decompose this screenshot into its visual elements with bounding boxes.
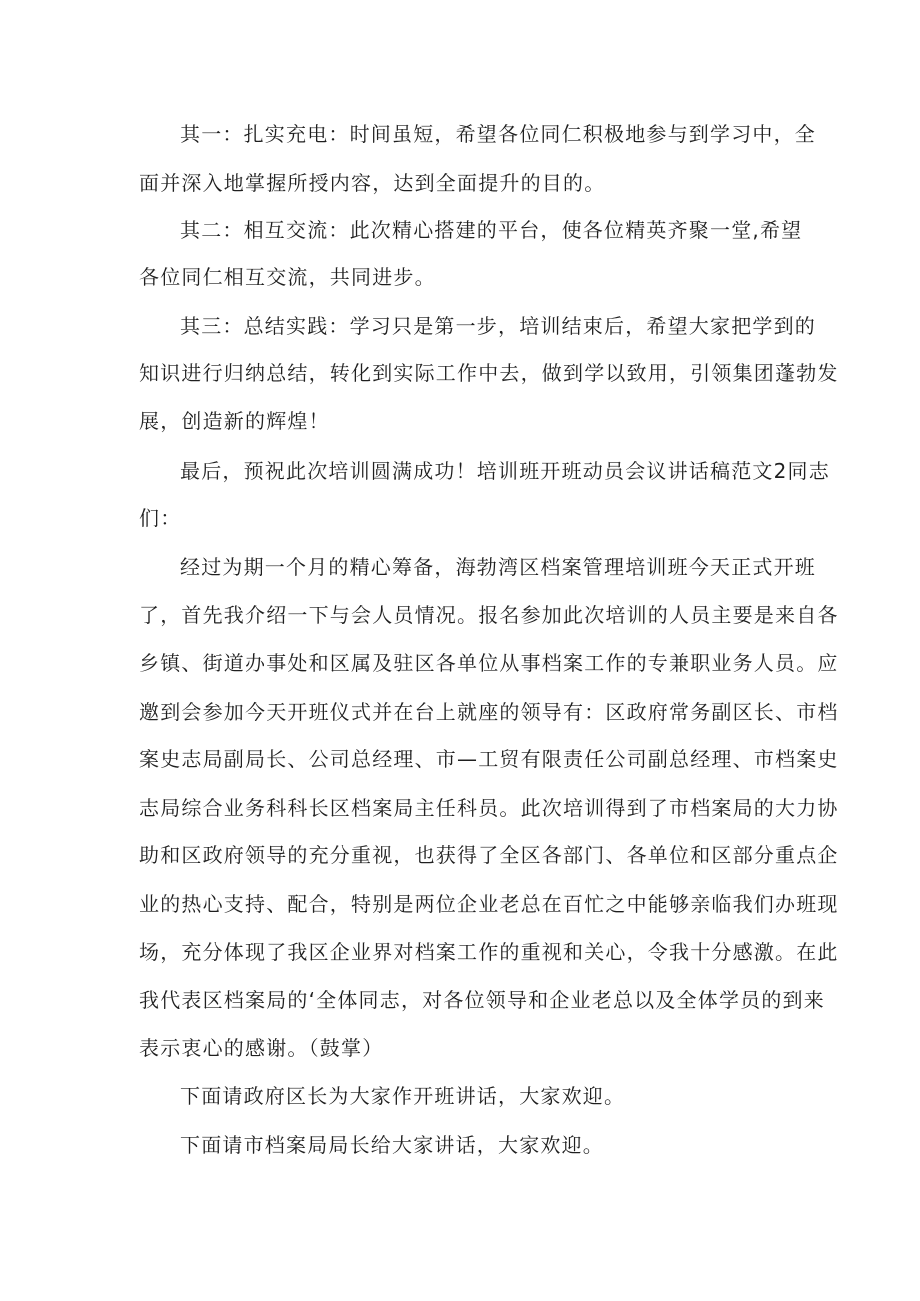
text-line: 助和区政府领导的充分重视，也获得了全区各部门、各单位和区部分重点企 (139, 843, 839, 867)
text-line: 知识进行归纳总结，转化到实际工作中去，做到学以致用，引领集团蓬勃发 (139, 361, 839, 385)
text-line: 最后，预祝此次培训圆满成功！培训班开班动员会议讲话稿范文2同志 (180, 459, 830, 483)
text-line: 经过为期一个月的精心筹备，海勃湾区档案管理培训班今天正式开班 (180, 555, 816, 579)
text-line: 表示衷心的感谢。（鼓掌） (139, 1036, 384, 1060)
text-line: 下面请市档案局局长给大家讲话，大家欢迎。 (180, 1133, 604, 1157)
text-line: 了，首先我介绍一下与会人员情况。报名参加此次培训的人员主要是来自各 (139, 603, 839, 627)
text-line: 其二：相互交流：此次精心搭建的平台，使各位精英齐聚一堂,希望 (180, 218, 803, 242)
text-line: 志局综合业务科科长区档案局主任科员。此次培训得到了市档案局的大力协 (139, 796, 839, 820)
text-line: 展，创造新的辉煌！ (139, 409, 330, 433)
text-line: 邀到会参加今天开班仪式并在台上就座的领导有：区政府常务副区长、市档 (139, 700, 839, 724)
text-line: 乡镇、街道办事处和区属及驻区各单位从事档案工作的专兼职业务人员。应 (139, 651, 839, 675)
text-line: 场，充分体现了我区企业界对档案工作的重视和关心，令我十分感激。在此 (139, 940, 839, 964)
text-line: 各位同仁相互交流，共同进步。 (139, 265, 436, 289)
text-line: 下面请政府区长为大家作开班讲话，大家欢迎。 (180, 1084, 626, 1108)
text-line: 业的热心支持、配合，特别是两位企业老总在百忙之中能够亲临我们办班现 (139, 892, 839, 916)
text-line: 们： (139, 506, 182, 530)
text-line: 其三：总结实践：学习只是第一步，培训结束后，希望大家把学到的 (180, 314, 816, 338)
text-line: 其一：扎实充电：时间虽短，希望各位同仁积极地参与到学习中，全 (180, 122, 816, 146)
text-line: 我代表区档案局的‘全体同志，对各位领导和企业老总以及全体学员的到来 (139, 988, 825, 1012)
text-line: 案史志局副局长、公司总经理、市—工贸有限责任公司副总经理、市档案史 (139, 747, 839, 771)
text-line: 面并深入地掌握所授内容，达到全面提升的目的。 (139, 171, 606, 195)
